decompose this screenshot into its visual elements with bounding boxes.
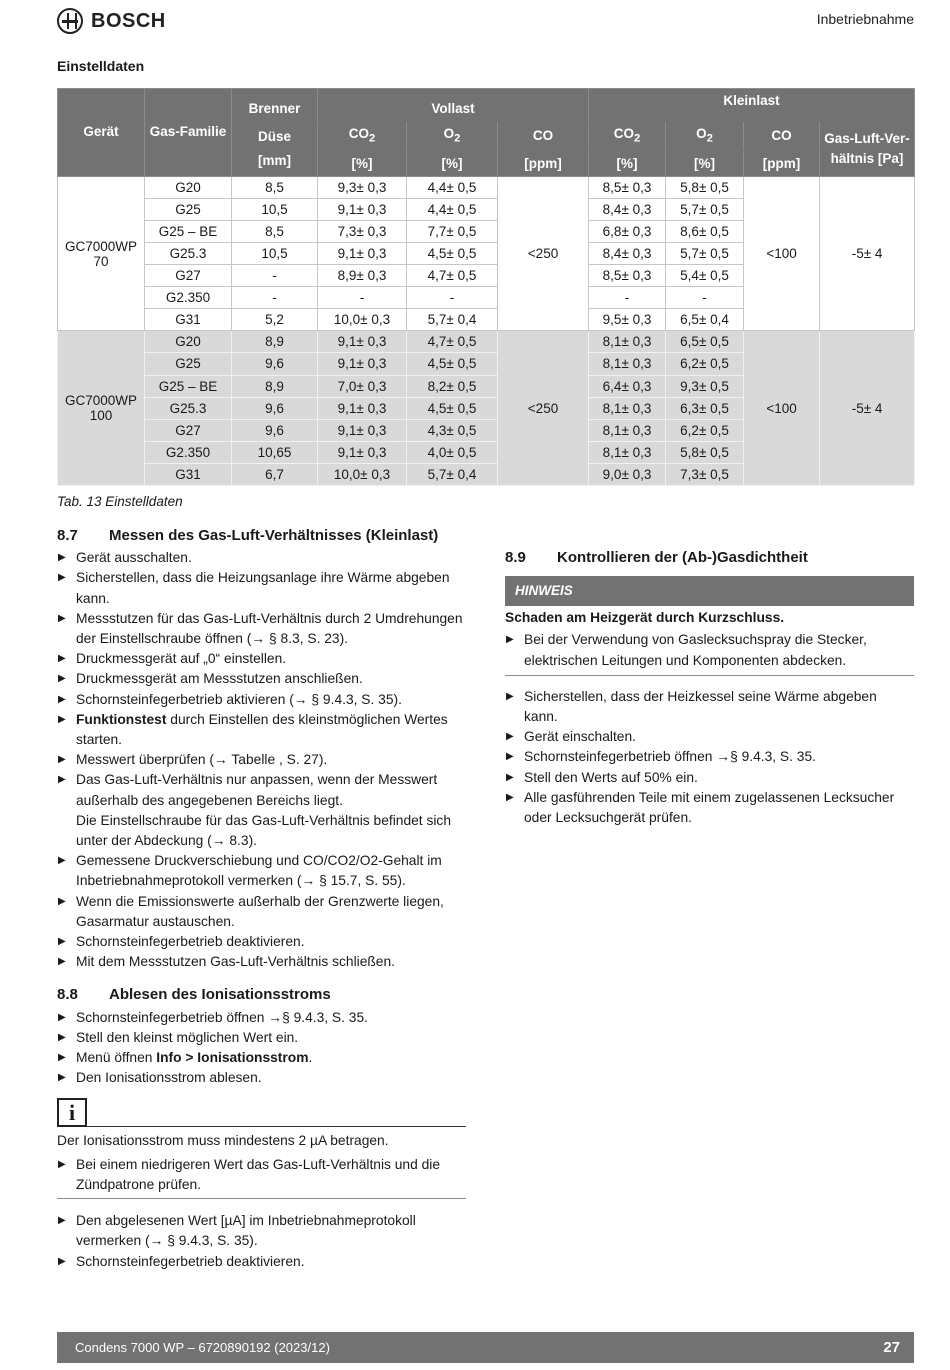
- nozzle-cell: 8,5: [232, 220, 318, 242]
- voll-co2-cell: -: [318, 287, 407, 309]
- voll-co-cell: <250: [498, 176, 589, 331]
- footer-bar: [57, 1332, 914, 1363]
- section-8-8-steps: [57, 1008, 466, 1089]
- gas-family-cell: G31: [145, 463, 232, 485]
- col-header-klein-o2: $O_2$: [666, 122, 744, 152]
- device-cell: GC7000WP 70: [58, 176, 145, 331]
- list-item: ▶ Stell den kleinst möglichen Wert ein.: [57, 1028, 466, 1048]
- klein-o2-cell: 5,7± 0,5: [666, 242, 744, 264]
- list-item: ▶ Sicherstellen, dass die Heizungsanlage ihre Wärme abgeben kann.: [57, 568, 466, 608]
- gas-family-cell: G25.3: [145, 397, 232, 419]
- col-header-geraet: Gerät: [58, 89, 145, 177]
- voll-co2-cell: 9,1± 0,3: [318, 353, 407, 375]
- list-item: ▶ Mit dem Messstutzen Gas-Luft-Verhältnis schließen.: [57, 952, 466, 972]
- brand-name: BOSCH: [91, 9, 166, 32]
- col-header-gas-luft: [820, 122, 915, 177]
- klein-o2-cell: 6,5± 0,4: [666, 309, 744, 331]
- klein-co2-cell: 8,1± 0,3: [589, 397, 666, 419]
- gas-family-cell: G31: [145, 309, 232, 331]
- hinweis-bar: HINWEIS: [505, 576, 914, 606]
- voll-co2-cell: 9,3± 0,3: [318, 176, 407, 198]
- klein-co-cell: <100: [744, 331, 820, 486]
- gas-family-cell: G27: [145, 419, 232, 441]
- voll-o2-cell: 5,7± 0,4: [407, 463, 498, 485]
- voll-co2-cell: 10,0± 0,3: [318, 309, 407, 331]
- section-8-7-heading: [57, 526, 466, 546]
- after-info-steps: [57, 1211, 466, 1272]
- gas-family-cell: G25 – BE: [145, 375, 232, 397]
- list-item: ▶ Gemessene Druckverschiebung und CO/CO2/O2-Gehalt im Inbetriebnahmeprotokoll vermerken (→ § 15.7, S. 55).: [57, 851, 466, 891]
- list-item: ▶ Gerät einschalten.: [505, 727, 914, 747]
- unit-voll-o2: [%]: [407, 151, 498, 176]
- klein-co2-cell: 8,1± 0,3: [589, 419, 666, 441]
- voll-o2-cell: 5,7± 0,4: [407, 309, 498, 331]
- klein-o2-cell: 5,8± 0,5: [666, 441, 744, 463]
- klein-o2-cell: 5,8± 0,5: [666, 176, 744, 198]
- klein-co2-cell: 8,4± 0,3: [589, 242, 666, 264]
- hinweis-title: Schaden am Heizgerät durch Kurzschluss.: [505, 610, 785, 626]
- voll-co2-cell: 9,1± 0,3: [318, 397, 407, 419]
- voll-co-cell: <250: [498, 331, 589, 486]
- klein-co2-cell: 9,0± 0,3: [589, 463, 666, 485]
- right-column: [505, 548, 914, 828]
- klein-co2-cell: 8,5± 0,3: [589, 265, 666, 287]
- voll-o2-cell: 4,5± 0,5: [407, 353, 498, 375]
- voll-co2-cell: 7,0± 0,3: [318, 375, 407, 397]
- voll-co2-cell: 9,1± 0,3: [318, 419, 407, 441]
- info-steps: [57, 1155, 466, 1198]
- col-header-voll-o2: $O_2$: [407, 122, 498, 152]
- funktionstest-term: Funktionstest: [76, 711, 167, 727]
- section-title: Messen des Gas-Luft-Verhältnisses (Kleinlast): [109, 527, 439, 544]
- voll-co2-cell: 8,9± 0,3: [318, 265, 407, 287]
- gas-family-cell: G2.350: [145, 287, 232, 309]
- list-item: ▶ Schornsteinfegerbetrieb öffnen →§ 9.4.3, S. 35.: [57, 1008, 466, 1028]
- list-item: [57, 1048, 466, 1068]
- gas-family-cell: G25: [145, 353, 232, 375]
- duese-unit: [mm]: [258, 152, 291, 168]
- voll-co2-cell: 10,0± 0,3: [318, 463, 407, 485]
- klein-co2-cell: 9,5± 0,3: [589, 309, 666, 331]
- voll-co2-cell: 9,1± 0,3: [318, 242, 407, 264]
- gas-family-cell: G27: [145, 265, 232, 287]
- duese-label: Düse: [257, 128, 291, 144]
- section-number: 8.8: [57, 986, 78, 1004]
- list-item: ▶ Druckmessgerät am Messstutzen anschließen.: [57, 669, 466, 689]
- col-header-klein-co: CO: [744, 122, 820, 152]
- voll-co2-cell: 9,1± 0,3: [318, 441, 407, 463]
- list-item-text: .: [308, 1050, 313, 1066]
- col-header-klein-co2: $CO_2$: [589, 122, 666, 152]
- voll-co2-cell: 9,1± 0,3: [318, 331, 407, 353]
- voll-o2-cell: 8,2± 0,5: [407, 375, 498, 397]
- klein-co2-cell: 6,8± 0,3: [589, 220, 666, 242]
- klein-o2-cell: -: [666, 287, 744, 309]
- gas-luft-cell: -5± 4: [820, 176, 915, 331]
- nozzle-cell: 8,5: [232, 176, 318, 198]
- klein-co2-cell: 8,4± 0,3: [589, 198, 666, 220]
- klein-co-cell: <100: [744, 176, 820, 331]
- section-8-9-steps: [505, 687, 914, 828]
- page-number: 27: [883, 1339, 900, 1356]
- klein-o2-cell: 6,5± 0,5: [666, 331, 744, 353]
- list-item: ▶ Bei der Verwendung von Gaslecksuchspray die Stecker, elektrischen Leitungen und Komponenten abdecken.: [505, 630, 914, 670]
- klein-co2-cell: -: [589, 287, 666, 309]
- list-item-text: Menü öffnen: [76, 1050, 157, 1066]
- section-8-9-heading: [505, 548, 914, 568]
- klein-o2-cell: 5,4± 0,5: [666, 265, 744, 287]
- nozzle-cell: -: [232, 287, 318, 309]
- hinweis-steps: [505, 630, 914, 674]
- menu-path: Info > Ionisationsstrom: [156, 1050, 309, 1066]
- list-item: ▶ Messwert überprüfen (→ Tabelle , S. 27).: [57, 750, 466, 770]
- list-item: ▶ Gerät ausschalten.: [57, 548, 466, 568]
- section-title: Inbetriebnahme: [816, 11, 914, 27]
- list-item-text: durch Einstellen des kleinstmöglichen Wertes starten.: [76, 711, 448, 748]
- list-item: ▶ Sicherstellen, dass der Heizkessel seine Wärme abgeben kann.: [505, 687, 914, 727]
- klein-co2-cell: 8,1± 0,3: [589, 441, 666, 463]
- voll-o2-cell: 4,3± 0,5: [407, 419, 498, 441]
- list-item: ▶ Druckmessgerät auf „0“ einstellen.: [57, 649, 466, 669]
- voll-o2-cell: -: [407, 287, 498, 309]
- list-item: ▶ Schornsteinfegerbetrieb deaktivieren.: [57, 932, 466, 952]
- info-header: [57, 1098, 466, 1127]
- nozzle-cell: 5,2: [232, 309, 318, 331]
- left-column: [57, 526, 466, 1272]
- klein-o2-cell: 8,6± 0,5: [666, 220, 744, 242]
- col-header-brenner: Brenner: [232, 89, 318, 122]
- divider: [505, 675, 914, 676]
- voll-o2-cell: 7,7± 0,5: [407, 220, 498, 242]
- list-item: [57, 770, 466, 851]
- gas-family-cell: G25.3: [145, 242, 232, 264]
- col-header-vollast: Vollast: [318, 89, 589, 122]
- nozzle-cell: 9,6: [232, 397, 318, 419]
- gas-luft-cell: -5± 4: [820, 331, 915, 486]
- voll-o2-cell: 4,5± 0,5: [407, 242, 498, 264]
- section-number: 8.9: [505, 549, 526, 566]
- gas-luft-label-1: Gas-Luft-Ver-: [824, 130, 910, 146]
- nozzle-cell: 9,6: [232, 419, 318, 441]
- voll-o2-cell: 4,4± 0,5: [407, 198, 498, 220]
- section-title: Kontrollieren der (Ab-)Gasdichtheit: [557, 549, 808, 566]
- list-item: ▶ Den abgelesenen Wert [µA] im Inbetriebnahmeprotokoll vermerken (→ § 9.4.3, S. 35).: [57, 1211, 466, 1251]
- info-icon: i: [57, 1098, 87, 1127]
- nozzle-cell: 10,5: [232, 198, 318, 220]
- section-number: 8.7: [57, 527, 78, 544]
- nozzle-cell: 10,5: [232, 242, 318, 264]
- section-8-8-heading: [57, 985, 466, 1005]
- col-header-kleinlast: Kleinlast: [589, 89, 915, 122]
- table-title: Einstelldaten: [57, 58, 145, 74]
- footer-doc: Condens 7000 WP – 6720890192 (2023/12): [75, 1340, 330, 1355]
- voll-o2-cell: 4,5± 0,5: [407, 397, 498, 419]
- list-item: ▶ Alle gasführenden Teile mit einem zugelassenen Lecksucher oder Lecksuchgerät prüfen.: [505, 788, 914, 828]
- info-note: [57, 1098, 466, 1199]
- klein-co2-cell: 6,4± 0,3: [589, 375, 666, 397]
- device-cell: GC7000WP 100: [58, 331, 145, 486]
- col-header-gas-familie: Gas-Familie: [145, 89, 232, 177]
- voll-o2-cell: 4,0± 0,5: [407, 441, 498, 463]
- list-item: ▶ Stell den Werts auf 50% ein.: [505, 768, 914, 788]
- gas-family-cell: G20: [145, 331, 232, 353]
- gas-luft-label-2: hältnis [Pa]: [830, 150, 904, 166]
- klein-o2-cell: 6,3± 0,5: [666, 397, 744, 419]
- settings-table: [57, 88, 915, 486]
- voll-co2-cell: 7,3± 0,3: [318, 220, 407, 242]
- bosch-logo: [57, 8, 166, 34]
- list-item: [57, 710, 466, 750]
- gas-family-cell: G20: [145, 176, 232, 198]
- voll-o2-cell: 4,7± 0,5: [407, 331, 498, 353]
- unit-klein-co2: [%]: [589, 151, 666, 176]
- nozzle-cell: 6,7: [232, 463, 318, 485]
- klein-o2-cell: 6,2± 0,5: [666, 419, 744, 441]
- bosch-armature-icon: [57, 8, 83, 34]
- col-header-voll-co2: $CO_2$: [318, 122, 407, 152]
- table-caption: Tab. 13 Einstelldaten: [57, 494, 183, 509]
- klein-o2-cell: 6,2± 0,5: [666, 353, 744, 375]
- list-item: ▶ Schornsteinfegerbetrieb öffnen →§ 9.4.3, S. 35.: [505, 747, 914, 767]
- list-item-note: Die Einstellschraube für das Gas-Luft-Verhältnis befindet sich unter der Abdeckung (→ 8.3).: [76, 812, 452, 849]
- list-item: ▶ Bei einem niedrigeren Wert das Gas-Luft-Verhältnis und die Zündpatrone prüfen.: [57, 1155, 466, 1195]
- nozzle-cell: 10,65: [232, 441, 318, 463]
- klein-o2-cell: 5,7± 0,5: [666, 198, 744, 220]
- list-item: ▶ Messstutzen für das Gas-Luft-Verhältnis durch 2 Umdrehungen der Einstellschraube öffnen (→ § 8.3, S. 23).: [57, 609, 466, 649]
- gas-family-cell: G2.350: [145, 441, 232, 463]
- table-row: [58, 331, 915, 353]
- nozzle-cell: 8,9: [232, 375, 318, 397]
- gas-family-cell: G25: [145, 198, 232, 220]
- voll-o2-cell: 4,4± 0,5: [407, 176, 498, 198]
- unit-voll-co2: [%]: [318, 151, 407, 176]
- unit-voll-co: [ppm]: [498, 151, 589, 176]
- col-header-duese: [232, 122, 318, 177]
- info-text: Der Ionisationsstrom muss mindestens 2 µA betragen.: [57, 1133, 389, 1149]
- nozzle-cell: 8,9: [232, 331, 318, 353]
- list-item-text: Das Gas-Luft-Verhältnis nur anpassen, wenn der Messwert außerhalb des angegebenen Bereichs liegt.: [76, 772, 438, 808]
- klein-co2-cell: 8,1± 0,3: [589, 353, 666, 375]
- list-item: ▶ Den Ionisationsstrom ablesen.: [57, 1068, 466, 1088]
- section-title: Ablesen des Ionisationsstroms: [109, 986, 331, 1004]
- klein-o2-cell: 9,3± 0,5: [666, 375, 744, 397]
- nozzle-cell: -: [232, 265, 318, 287]
- voll-co2-cell: 9,1± 0,3: [318, 198, 407, 220]
- list-item: ▶ Schornsteinfegerbetrieb deaktivieren.: [57, 1252, 466, 1272]
- klein-co2-cell: 8,5± 0,3: [589, 176, 666, 198]
- klein-o2-cell: 7,3± 0,5: [666, 463, 744, 485]
- unit-klein-o2: [%]: [666, 151, 744, 176]
- col-header-voll-co: CO: [498, 122, 589, 152]
- klein-co2-cell: 8,1± 0,3: [589, 331, 666, 353]
- voll-o2-cell: 4,7± 0,5: [407, 265, 498, 287]
- divider: [87, 1098, 466, 1127]
- divider: [57, 1198, 466, 1199]
- table-row: [58, 176, 915, 198]
- gas-family-cell: G25 – BE: [145, 220, 232, 242]
- list-item: ▶ Schornsteinfegerbetrieb aktivieren (→ § 9.4.3, S. 35).: [57, 690, 466, 710]
- nozzle-cell: 9,6: [232, 353, 318, 375]
- list-item: ▶ Wenn die Emissionswerte außerhalb der Grenzwerte liegen, Gasarmatur austauschen.: [57, 892, 466, 932]
- unit-klein-co: [ppm]: [744, 151, 820, 176]
- section-8-7-steps: [57, 548, 466, 972]
